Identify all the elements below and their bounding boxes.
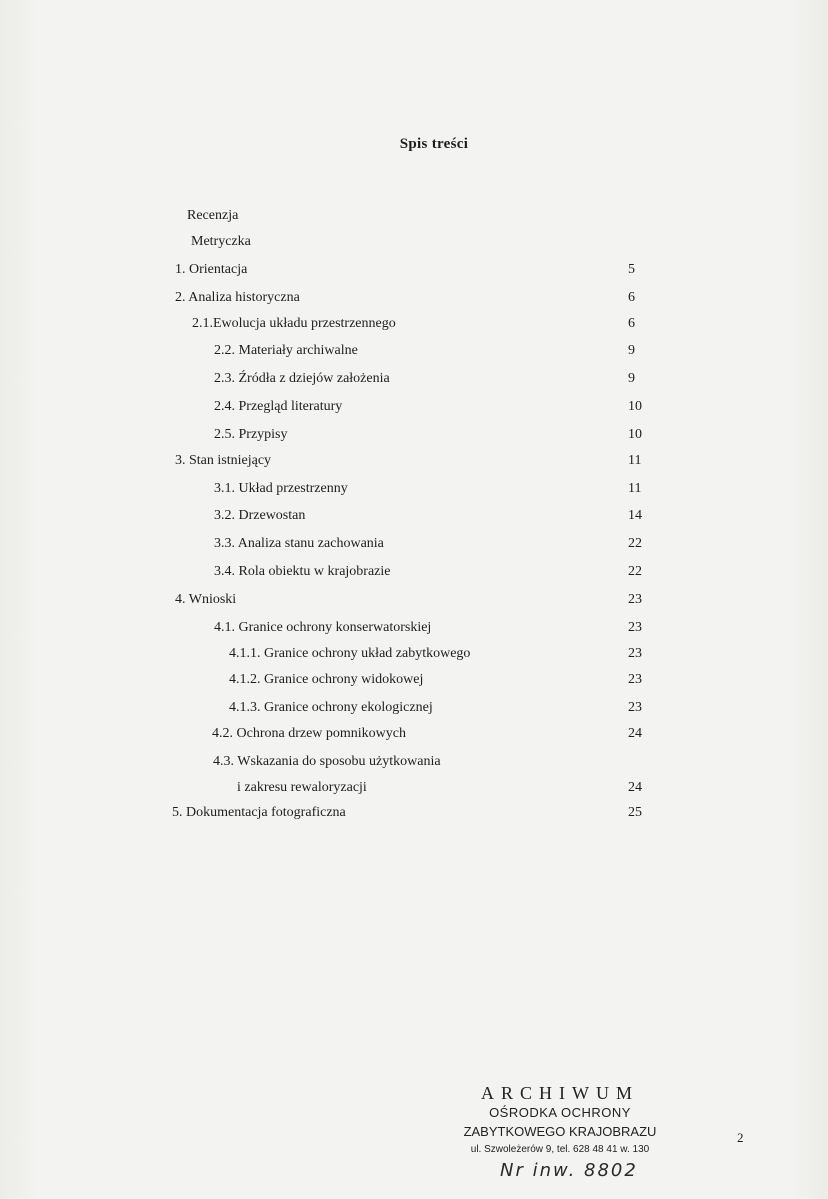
toc-entry-label: i zakresu rewaloryzacji <box>237 780 367 795</box>
toc-entry-label: 4.1. Granice ochrony konserwatorskiej <box>214 620 432 635</box>
toc-entry <box>0 451 828 471</box>
toc-entry-label: Recenzja <box>187 208 239 223</box>
toc-entry-page-number: 14 <box>628 508 642 523</box>
toc-entry <box>0 479 828 499</box>
toc-entry-page-number: 6 <box>628 316 635 331</box>
toc-entry-label: 2.3. Źródła z dziejów założenia <box>214 371 390 386</box>
toc-entry <box>0 397 828 417</box>
toc-entry-label: 3. Stan istniejący <box>175 453 272 468</box>
toc-entry-page-number: 23 <box>628 672 642 687</box>
toc-entry <box>0 778 828 798</box>
toc-entry-page-number: 9 <box>628 343 635 358</box>
toc-title: Spis treści <box>399 136 469 152</box>
archive-stamp-line-1: OŚRODKA OCHRONY <box>489 1105 631 1120</box>
toc-entry <box>0 232 828 252</box>
toc-entry-page-number: 23 <box>628 646 642 661</box>
toc-entry <box>0 644 828 664</box>
toc-entry <box>0 341 828 361</box>
toc-entry <box>0 698 828 718</box>
toc-entry-page-number: 23 <box>628 700 642 715</box>
toc-entry <box>0 618 828 638</box>
toc-entry-page-number: 6 <box>628 290 635 305</box>
toc-entry <box>0 562 828 582</box>
toc-entry-label: Metryczka <box>191 234 251 249</box>
toc-entry-page-number: 10 <box>628 399 642 414</box>
toc-entry-label: 2.4. Przegląd literatury <box>214 399 343 414</box>
toc-entry-label: 4.3. Wskazania do sposobu użytkowania <box>213 754 441 769</box>
toc-entry <box>0 260 828 280</box>
toc-entry-label: 2.2. Materiały archiwalne <box>214 343 358 358</box>
toc-entry-label: 3.2. Drzewostan <box>214 508 306 523</box>
toc-entry-page-number: 23 <box>628 592 642 607</box>
toc-entry <box>0 206 828 226</box>
archive-stamp-title: ARCHIWUM <box>481 1083 639 1103</box>
toc-entry <box>0 314 828 334</box>
toc-entry <box>0 288 828 308</box>
toc-entry-label: 4.1.2. Granice ochrony widokowej <box>229 672 424 687</box>
toc-entry-page-number: 24 <box>628 726 642 741</box>
toc-entry-page-number: 11 <box>628 453 642 468</box>
toc-entry-page-number: 25 <box>628 805 642 820</box>
toc-entry-label: 4.1.3. Granice ochrony ekologicznej <box>229 700 433 715</box>
archive-stamp-line-2: ZABYTKOWEGO KRAJOBRAZU <box>463 1124 657 1139</box>
toc-entry-page-number: 24 <box>628 780 642 795</box>
archive-stamp-address: ul. Szwoleżerów 9, tel. 628 48 41 w. 130 <box>470 1144 650 1155</box>
toc-entry-page-number: 11 <box>628 481 642 496</box>
toc-entry <box>0 369 828 389</box>
toc-entry-label: 3.3. Analiza stanu zachowania <box>214 536 384 551</box>
toc-entry <box>0 534 828 554</box>
toc-entry <box>0 752 828 772</box>
toc-entry <box>0 425 828 445</box>
toc-entry-page-number: 22 <box>628 536 642 551</box>
toc-entry-page-number: 9 <box>628 371 635 386</box>
handwritten-inventory-number: Nr inw. 8802 <box>500 1160 638 1181</box>
toc-entry-label: 3.4. Rola obiektu w krajobrazie <box>214 564 391 579</box>
toc-entry-label: 2.5. Przypisy <box>214 427 288 442</box>
toc-entry <box>0 670 828 690</box>
toc-entry-label: 1. Orientacja <box>175 262 248 277</box>
toc-entry <box>0 506 828 526</box>
toc-entry-page-number: 23 <box>628 620 642 635</box>
toc-entry-page-number: 22 <box>628 564 642 579</box>
toc-entry-label: 4. Wnioski <box>175 592 237 607</box>
toc-entry <box>0 803 828 823</box>
toc-entry-label: 4.1.1. Granice ochrony układ zabytkowego <box>229 646 471 661</box>
toc-entry-page-number: 5 <box>628 262 635 277</box>
page-number: 2 <box>737 1130 744 1145</box>
toc-entry-label: 2.1.Ewolucja układu przestrzennego <box>192 316 396 331</box>
toc-entry-page-number: 10 <box>628 427 642 442</box>
toc-entry-label: 5. Dokumentacja fotograficzna <box>172 805 346 820</box>
toc-entry <box>0 590 828 610</box>
toc-entry-label: 4.2. Ochrona drzew pomnikowych <box>212 726 407 741</box>
toc-entry <box>0 724 828 744</box>
toc-entry-label: 2. Analiza historyczna <box>175 290 300 305</box>
toc-entry-label: 3.1. Układ przestrzenny <box>214 481 348 496</box>
